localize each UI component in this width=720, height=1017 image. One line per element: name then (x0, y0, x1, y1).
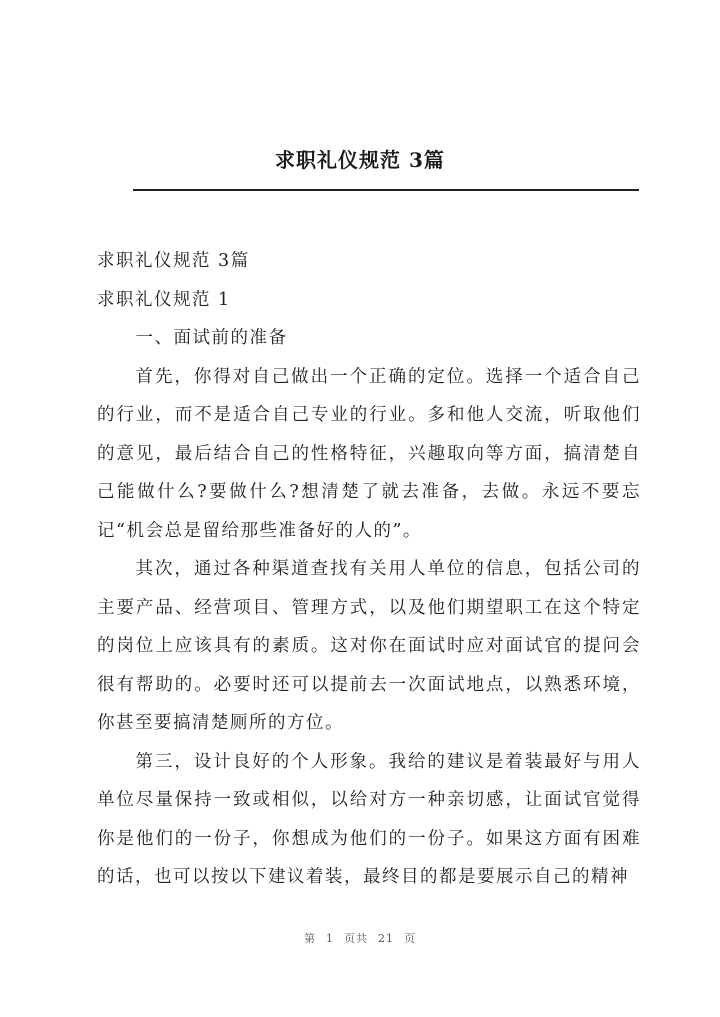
page-footer (0, 930, 720, 946)
paragraph: 其次，通过各种渠道查找有关用人单位的信息，包括公司的主要产品、经营项目、管理方式，以及他们期望职工在这个特定的岗位上应该具有的素质。这对你在面试时应对面试官的提问会很有帮助的。必要时还可以提前去一次面试地点，以熟悉环境，你甚至要搞清楚厕所的方位。 (97, 559, 641, 733)
paragraph: 首先，你得对自己做出一个正确的定位。选择一个适合自己的行业，而不是适合自己专业的行业。多和他人交流，听取他们的意见，最后结合自己的性格特征，兴趣取向等方面，搞清楚自己能做什么?要做什么?想清楚了就去准备，去做。永远不要忘记“机会总是留给那些准备好的人的”。 (97, 366, 641, 541)
footer-prefix: 第 (304, 932, 316, 945)
doc-heading: 求职礼仪规范 3篇 (97, 251, 250, 271)
paragraph: 第三，设计良好的个人形象。我给的建议是着装最好与用人单位尽量保持一致或相似，以给对方一种亲切感，让面试官觉得你是他们的一份子，你想成为他们的一份子。如果这方面有困难的话，也可以按以下建议着装，最终目的都是要展示自己的精神 (97, 751, 641, 887)
footer-suffix: 页 (404, 932, 416, 945)
page-title: 求职礼仪规范 3篇 (275, 148, 445, 172)
footer-total-pages: 21 (378, 932, 394, 945)
subsection-heading: 一、面试前的准备 (135, 328, 288, 348)
footer-page-number: 1 (326, 932, 334, 945)
footer-middle: 页共 (344, 932, 368, 945)
section-heading: 求职礼仪规范 1 (97, 289, 231, 310)
document-body (97, 242, 641, 897)
title-divider (133, 189, 639, 191)
